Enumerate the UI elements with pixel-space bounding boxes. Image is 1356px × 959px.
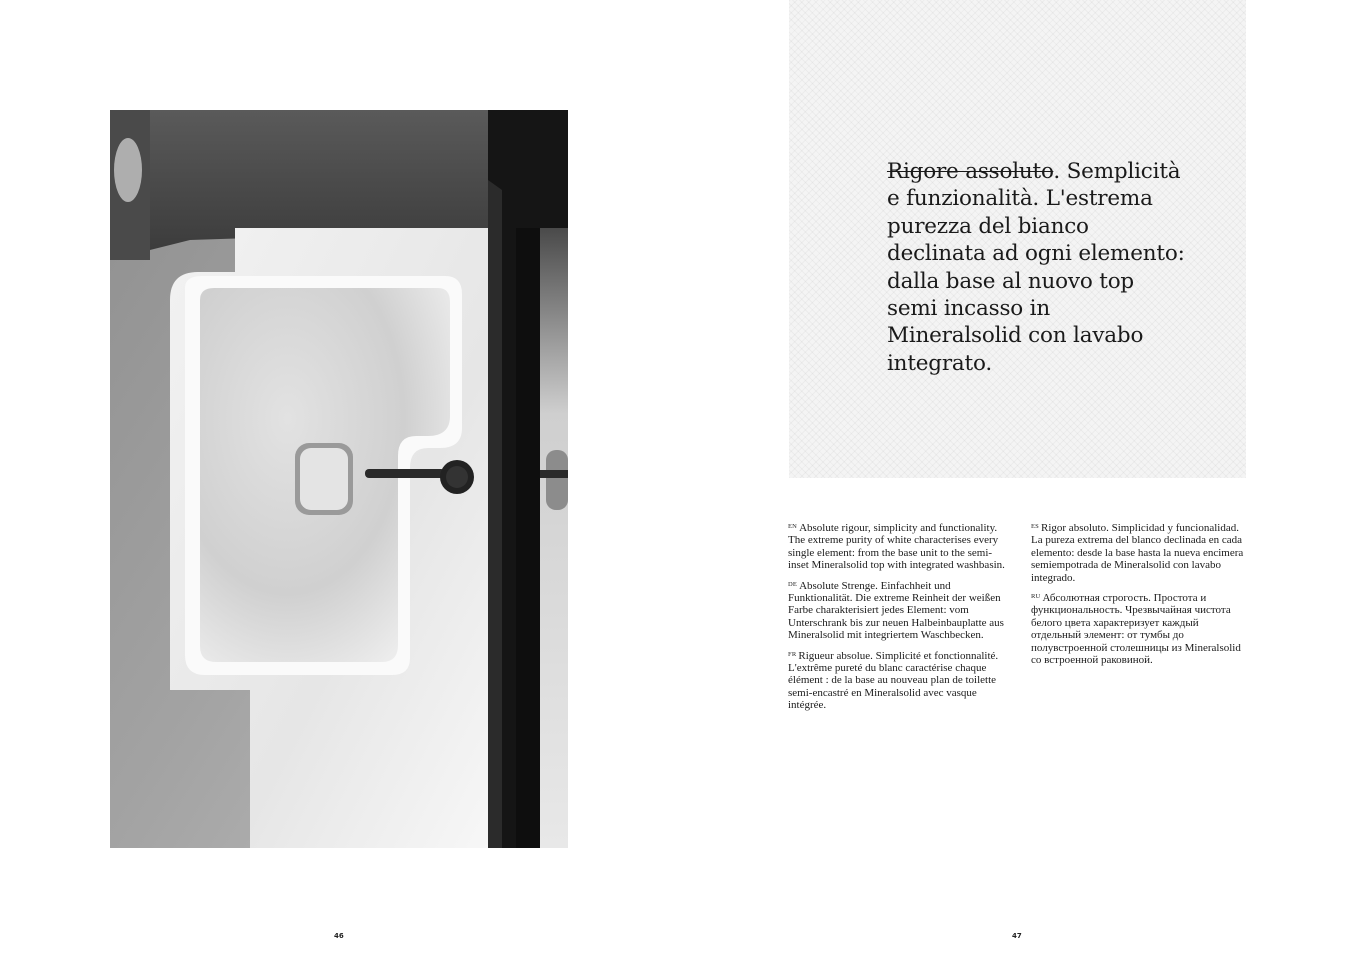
translation-text: Absolute rigour, simplicity and functionality. The extreme purity of white characterises every single element: from the base unit to the semi-inset Mineralsolid top with integrated washbasin. — [788, 522, 1005, 572]
headline-quote — [887, 158, 1187, 377]
washbasin-illustration — [110, 110, 568, 848]
translation-en — [788, 521, 1008, 572]
washbasin-photo — [110, 110, 568, 848]
lang-code: EN — [788, 523, 798, 530]
lang-code: RU — [1031, 593, 1041, 601]
translations-right-column — [1031, 521, 1251, 673]
lang-code: FR — [788, 650, 797, 658]
translation-text: Rigor absoluto. Simplicidad y funcionalidad. La pureza extrema del blanco declinada en cada elemento: desde la base hasta la nueva encimera semiempotrada de Mineralsolid con lavabo integrado. — [1031, 522, 1244, 584]
translation-ru — [1031, 591, 1251, 666]
translation-text: Rigueur absolue. Simplicité et fonctionnalité. L'extrême pureté du blanc caractérise chaque élément : de la base au nouveau plan de toilette semi-encastré en Mineralsolid avec vasque intégrée. — [788, 649, 999, 712]
page-number-right: 47 — [1012, 932, 1022, 940]
translation-es — [1031, 521, 1251, 584]
translation-text: Абсолютная строгость. Простота и функциональность. Чрезвычайная чистота белого цвета характеризует каждый отдельный элемент: от тумбы до полувстроенной столешницы из Mineralsolid со встроенной раковиной. — [1031, 592, 1241, 667]
translation-fr — [788, 649, 1008, 712]
translations-left-column — [788, 521, 1008, 719]
headline-struck-text: Rigore assoluto — [887, 159, 1054, 184]
translation-text: Absolute Strenge. Einfachheit und Funktionalität. Die extreme Reinheit der weißen Farbe charakterisiert jedes Element: vom Unterschrank bis zur neuen Halbeinbauplatte aus Mineralsolid mit integriertem Waschbecken. — [788, 579, 1004, 642]
headline-text: . Semplicità e funzionalità. L'estrema purezza del bianco declinata ad ogni elemento: dalla base al nuovo top semi incasso in Mineralsolid con lavabo integrato. — [887, 159, 1185, 376]
lang-code: DE — [788, 580, 798, 588]
page-number-left: 46 — [334, 932, 344, 940]
lang-code: ES — [1031, 523, 1039, 530]
translation-de — [788, 579, 1008, 642]
